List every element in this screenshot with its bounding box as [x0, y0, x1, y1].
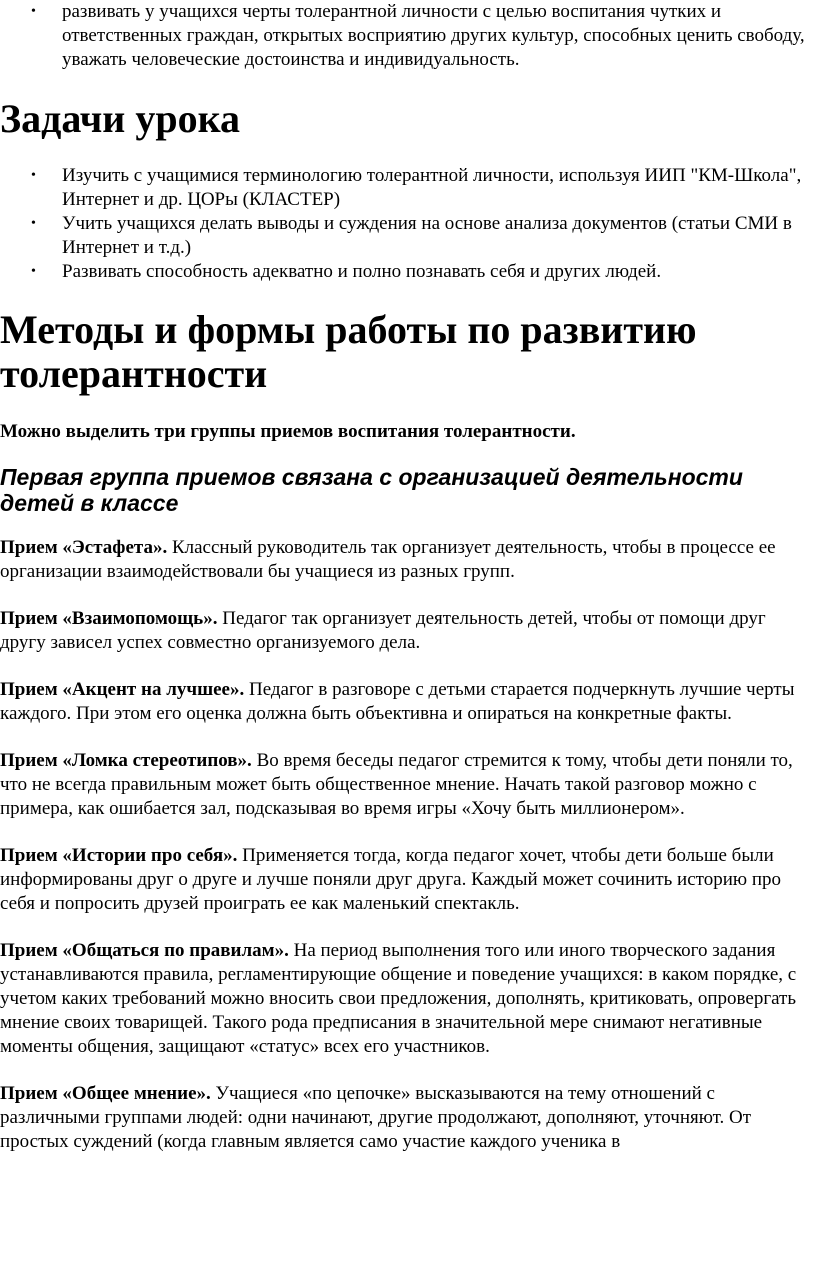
- technique-paragraph: [0, 678, 812, 726]
- intro-bullet-list: [0, 0, 812, 72]
- technique-name: Прием «Общаться по правилам».: [0, 940, 289, 961]
- technique-text: Педагог в разговоре с детьми старается подчеркнуть лучшие черты каждого. При этом его оценка должна быть объективна и опираться на конкретные факты.: [0, 679, 795, 724]
- list-item: [31, 0, 812, 72]
- technique-text: Учащиеся «по цепочке» высказываются на тему отношений с различными группами людей: одни начинают, другие продолжают, дополняют, уточняют. От простых суждений (когда главным является само участие каждого ученика в: [0, 1083, 752, 1152]
- list-item-text: Изучить с учащимися терминологию толерантной личности, используя ИИП "КМ-Школа", Интернет и др. ЦОРы (КЛАСТЕР): [62, 165, 802, 210]
- list-item: [31, 212, 812, 260]
- technique-paragraph: [0, 749, 812, 821]
- tasks-bullet-list: [0, 164, 812, 284]
- bullet-icon: •: [31, 4, 36, 19]
- methods-lead-text: Можно выделить три группы приемов воспитания толерантности.: [0, 421, 576, 442]
- list-item-text: Учить учащихся делать выводы и суждения на основе анализа документов (статьи СМИ в Интернет и т.д.): [62, 213, 792, 258]
- technique-name: Прием «Ломка стереотипов».: [0, 750, 252, 771]
- technique-paragraph: [0, 607, 812, 655]
- methods-heading: Методы и формы работы по развитию толерантности: [0, 307, 697, 396]
- list-item-text: Развивать способность адекватно и полно познавать себя и других людей.: [62, 261, 662, 282]
- technique-name: Прием «Эстафета».: [0, 537, 168, 558]
- list-item: [31, 164, 812, 212]
- bullet-icon: •: [31, 168, 36, 183]
- group1-heading: Первая группа приемов связана с организацией деятельности детей в классе: [0, 464, 743, 516]
- technique-name: Прием «Взаимопомощь».: [0, 608, 218, 629]
- technique-text: Педагог так организует деятельность детей, чтобы от помощи друг другу зависел успех совместно организуемого дела.: [0, 608, 766, 653]
- technique-name: Прием «Истории про себя».: [0, 845, 238, 866]
- technique-paragraph: [0, 536, 812, 584]
- technique-paragraph: [0, 1082, 812, 1154]
- list-item-text: развивать у учащихся черты толерантной личности с целью воспитания чутких и ответственных граждан, открытых восприятию других культур, способных ценить свободу, уважать человеческие достоинства и индивидуальность.: [62, 1, 805, 70]
- technique-name: Прием «Акцент на лучшее».: [0, 679, 245, 700]
- technique-paragraph: [0, 844, 812, 916]
- technique-text: Применяется тогда, когда педагог хочет, чтобы дети больше были информированы друг о друге и лучше поняли друг друга. Каждый может сочинить историю про себя и попросить друзей проиграть ее как маленький спектакль.: [0, 845, 781, 914]
- technique-text: На период выполнения того или иного творческого задания устанавливаются правила, регламентирующие общение и поведение учащихся: в каком порядке, с учетом каких требований можно вносить свои предложения, дополнять, критиковать, опровергать мнение своих товарищей. Такого рода предписания в значительной мере снимают негативные моменты общения, защищают «статус» всех его участников.: [0, 940, 797, 1057]
- technique-text: Во время беседы педагог стремится к тому, чтобы дети поняли то, что не всегда правильным может быть общественное мнение. Начать такой разговор можно с примера, как ошибается зал, подсказывая во время игры «Хочу быть миллионером».: [0, 750, 793, 819]
- tasks-heading: Задачи урока: [0, 96, 241, 141]
- technique-name: Прием «Общее мнение».: [0, 1083, 211, 1104]
- technique-paragraph: [0, 939, 812, 1059]
- bullet-icon: •: [31, 216, 36, 231]
- bullet-icon: •: [31, 264, 36, 279]
- technique-text: Классный руководитель так организует деятельность, чтобы в процессе ее организации взаимодействовали бы учащиеся из разных групп.: [0, 537, 776, 582]
- list-item: [31, 260, 812, 284]
